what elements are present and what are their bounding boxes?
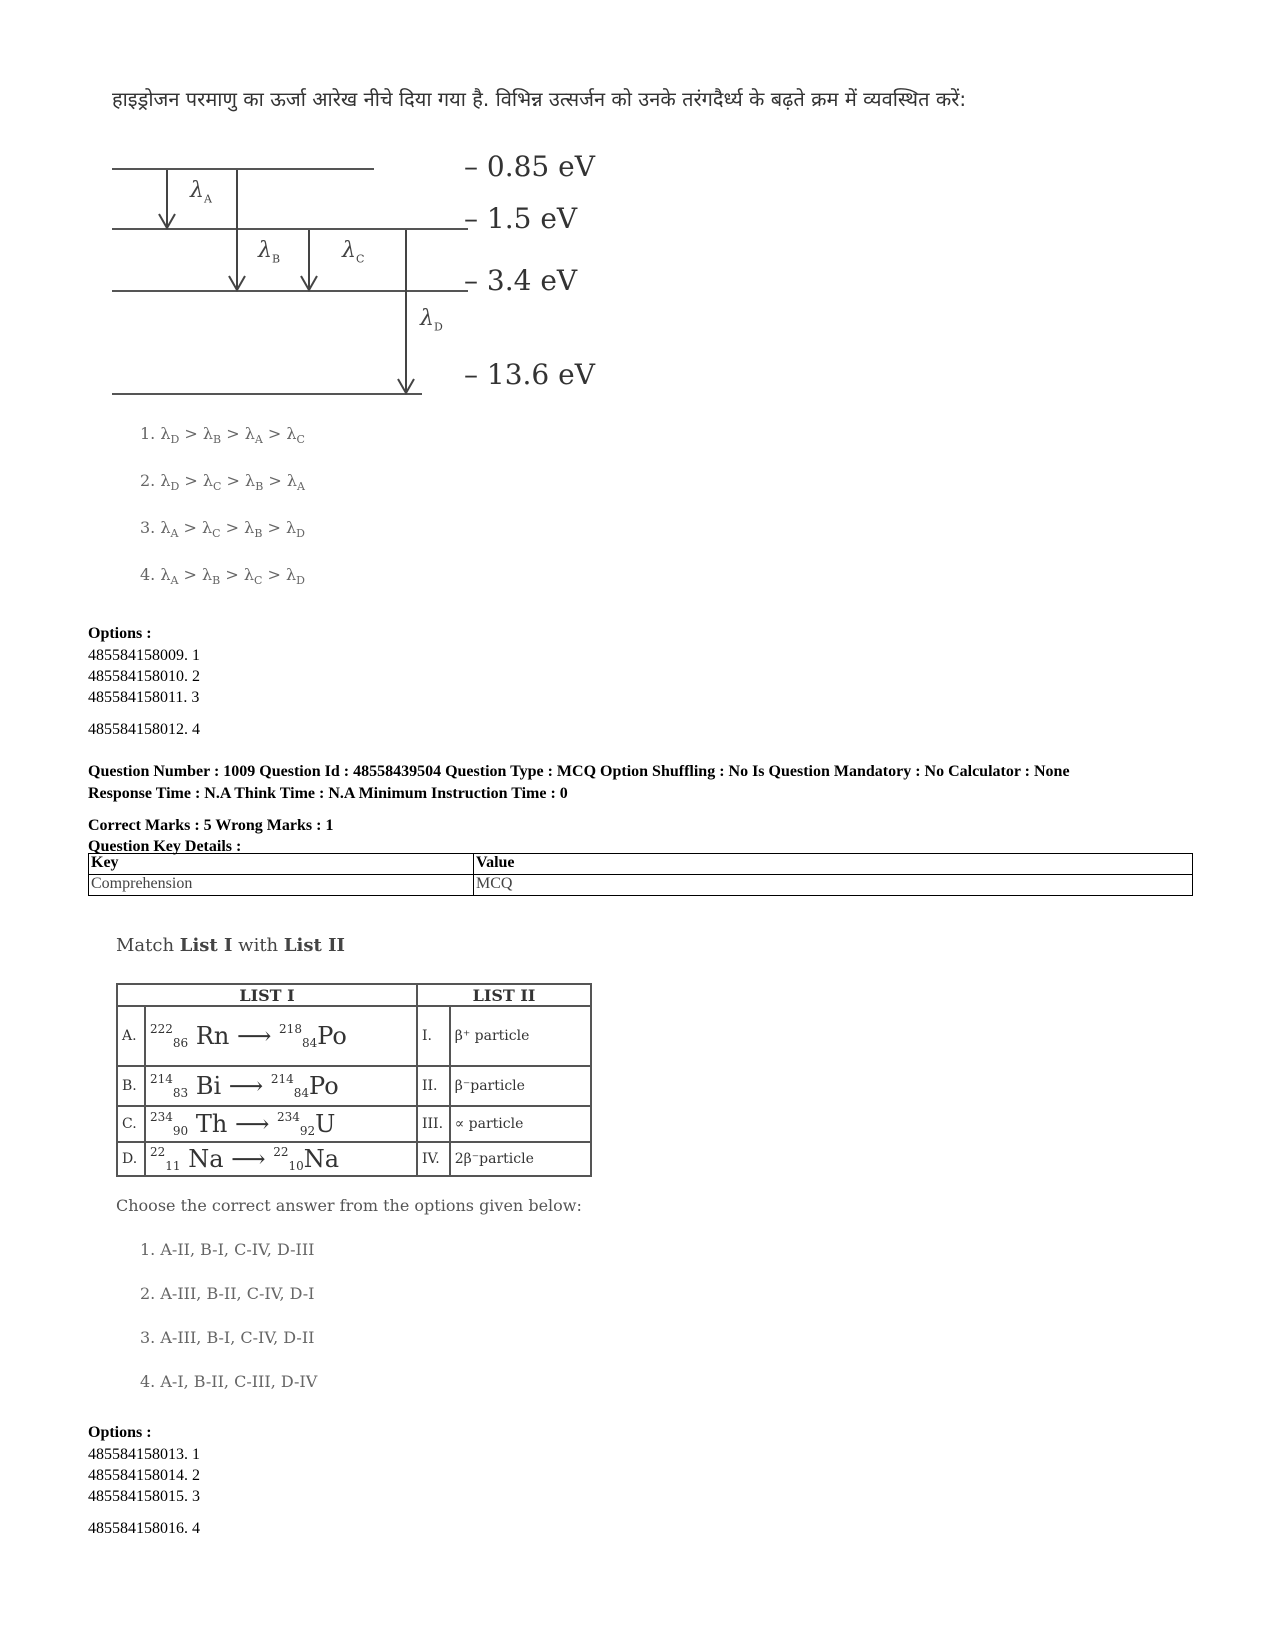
energy-label-1.5: – 1.5 eV	[464, 202, 578, 235]
label-lambda-d: $\lambda_D$	[420, 306, 443, 334]
table-header-value: Value	[474, 854, 1193, 875]
table-row	[89, 875, 1193, 896]
table-row	[117, 1006, 591, 1066]
list-1-header: LIST I	[117, 984, 417, 1006]
table-row	[117, 1066, 591, 1106]
roman-label: II.	[417, 1066, 450, 1106]
choice-item: 1. A-II, B-I, C-IV, D-III	[140, 1240, 315, 1259]
match-table	[116, 983, 592, 1177]
option-line: 485584158014. 2	[88, 1467, 200, 1484]
list-2-header: LIST II	[417, 984, 591, 1006]
decay-reaction: $^{234}$90 Th ⟶ $^{234}$92U	[145, 1106, 417, 1142]
question-prompt: हाइड्रोजन परमाणु का ऊर्जा आरेख नीचे दिया गया है. विभिन्न उत्सर्जन को उनके तरंगदैर्ध्य के बढ़ते क्रम में व्यवस्थित करें:	[112, 87, 967, 111]
particle-name: ∝ particle	[450, 1106, 591, 1142]
particle-name: β⁻particle	[450, 1066, 591, 1106]
table-row	[117, 984, 591, 1006]
decay-reaction: $^{22}$11 Na ⟶ $^{22}$10Na	[145, 1142, 417, 1176]
choice-item: 4. $\lambda_A > \lambda_B > \lambda_C > \lambda_D$	[140, 565, 305, 588]
choose-instruction: Choose the correct answer from the options given below:	[116, 1196, 582, 1215]
row-label: A.	[117, 1006, 145, 1066]
energy-label-3.4: – 3.4 eV	[464, 264, 578, 297]
particle-name: 2β⁻particle	[450, 1142, 591, 1176]
table-row	[117, 1106, 591, 1142]
label-lambda-c: $\lambda_C$	[342, 238, 365, 266]
decay-reaction: $^{214}$83 Bi ⟶ $^{214}$84Po	[145, 1066, 417, 1106]
option-line: 485584158011. 3	[88, 689, 200, 706]
energy-label-0.85: – 0.85 eV	[464, 150, 595, 183]
choice-list	[140, 424, 540, 612]
option-line: 485584158012. 4	[88, 721, 200, 738]
table-header-key: Key	[89, 854, 474, 875]
choice-item: 1. $\lambda_D > \lambda_B > \lambda_A > \lambda_C$	[140, 424, 305, 447]
choice-item: 3. $\lambda_A > \lambda_C > \lambda_B > \lambda_D$	[140, 518, 305, 541]
option-line: 485584158013. 1	[88, 1446, 200, 1463]
option-line: 485584158009. 1	[88, 647, 200, 664]
options-heading: Options :	[88, 1424, 152, 1441]
marks-line: Correct Marks : 5 Wrong Marks : 1	[88, 817, 334, 834]
row-label: C.	[117, 1106, 145, 1142]
choice-item: 3. A-III, B-I, C-IV, D-II	[140, 1328, 315, 1347]
particle-name: β⁺ particle	[450, 1006, 591, 1066]
choice-item: 4. A-I, B-II, C-III, D-IV	[140, 1372, 318, 1391]
row-label: D.	[117, 1142, 145, 1176]
table-cell-value: MCQ	[474, 875, 1193, 896]
options-heading: Options :	[88, 625, 152, 642]
table-cell-key: Comprehension	[89, 875, 474, 896]
table-row	[89, 854, 1193, 875]
option-line: 485584158015. 3	[88, 1488, 200, 1505]
question-metadata-line2: Response Time : N.A Think Time : N.A Minimum Instruction Time : 0	[88, 785, 568, 802]
choice-item: 2. $\lambda_D > \lambda_C > \lambda_B > \lambda_A$	[140, 471, 305, 494]
key-details-heading: Question Key Details :	[88, 838, 242, 855]
roman-label: I.	[417, 1006, 450, 1066]
question-metadata-line1: Question Number : 1009 Question Id : 48558439504 Question Type : MCQ Option Shuffling : No Is Question Mandatory : No Calculator : None	[88, 763, 1070, 780]
key-details-table	[88, 853, 1193, 896]
decay-reaction: $^{222}$86 Rn ⟶ $^{218}$84Po	[145, 1006, 417, 1066]
energy-level-diagram	[112, 150, 632, 400]
roman-label: IV.	[417, 1142, 450, 1176]
table-row	[117, 1142, 591, 1176]
row-label: B.	[117, 1066, 145, 1106]
label-lambda-b: $\lambda_B$	[258, 238, 281, 266]
option-line: 485584158016. 4	[88, 1520, 200, 1537]
match-instruction: Match List I with List II	[116, 935, 345, 956]
choice-item: 2. A-III, B-II, C-IV, D-I	[140, 1284, 315, 1303]
option-line: 485584158010. 2	[88, 668, 200, 685]
label-lambda-a: $\lambda_A$	[190, 178, 212, 206]
roman-label: III.	[417, 1106, 450, 1142]
energy-label-13.6: – 13.6 eV	[464, 358, 595, 391]
